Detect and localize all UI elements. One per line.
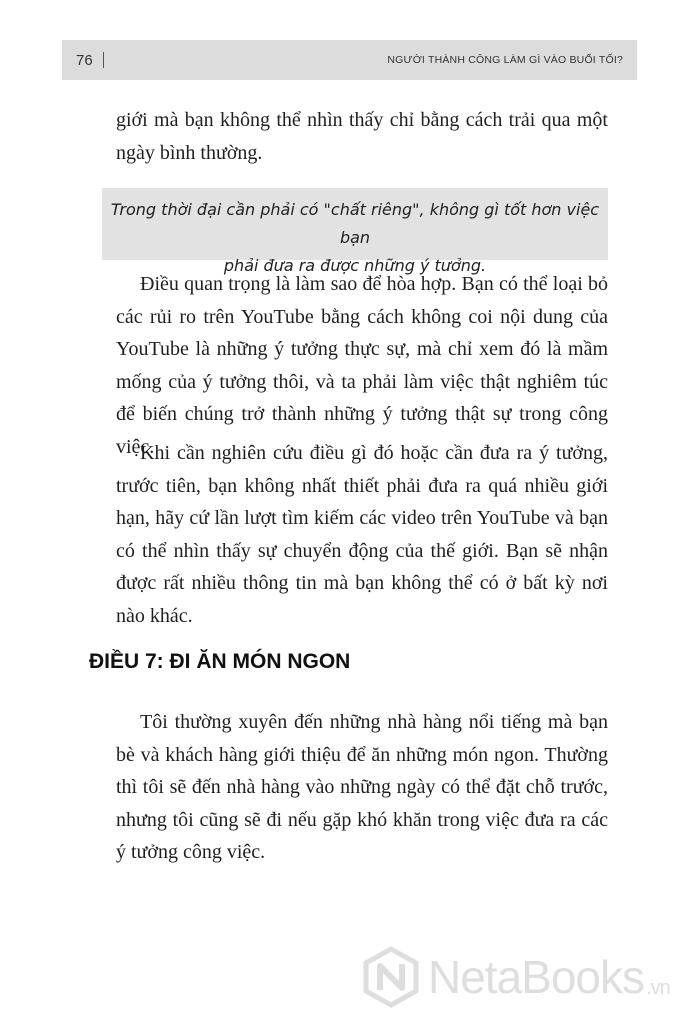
section-heading: ĐIỀU 7: ĐI ĂN MÓN NGON	[89, 650, 351, 673]
netabooks-logo-icon	[360, 946, 422, 1008]
paragraph-2: Điều quan trọng là làm sao để hòa hợp. Bạn có thể loại bỏ các rủi ro trên YouTube bằng cách không coi nội dung của YouTube là những ý tưởng thực sự, mà chỉ xem đó là mầm mống của ý tưởng thôi, và ta phải làm việc thật nghiêm túc để biến chúng trở thành những ý tưởng thật sự trong công việc.	[116, 273, 608, 458]
pull-quote-line-2: phải đưa ra được những ý tưởng.	[223, 256, 487, 275]
header-divider	[103, 52, 104, 68]
pull-quote	[102, 188, 608, 275]
pull-quote-line-1: Trong thời đại cần phải có "chất riêng", không gì tốt hơn việc bạn	[110, 200, 600, 247]
watermark-suffix: .vn	[646, 977, 670, 999]
running-header	[62, 40, 637, 80]
netabooks-watermark	[360, 942, 690, 1012]
paragraph-1: giới mà bạn không thể nhìn thấy chỉ bằng cách trải qua một ngày bình thường.	[116, 109, 608, 164]
paragraph-4: Tôi thường xuyên đến những nhà hàng nổi tiếng mà bạn bè và khách hàng giới thiệu để ăn những món ngon. Thường thì tôi sẽ đến nhà hàng vào những ngày có thể đặt chỗ trước, nhưng tôi cũng sẽ đi nếu gặp khó khăn trong việc đưa ra các ý tưởng công việc.	[116, 711, 608, 863]
paragraph-3: Khi cần nghiên cứu điều gì đó hoặc cần đưa ra ý tưởng, trước tiên, bạn không nhất thiết phải đưa ra quá nhiều giới hạn, hãy cứ lần lượt tìm kiếm các video trên YouTube và bạn có thể nhìn thấy sự chuyển động của thế giới. Bạn sẽ nhận được rất nhiều thông tin mà bạn không thể có ở bất kỳ nơi nào khác.	[116, 442, 608, 627]
page-number: 76	[76, 51, 93, 69]
running-title: NGƯỜI THÀNH CÔNG LÀM GÌ VÀO BUỔI TỐI?	[387, 54, 623, 66]
watermark-brand: NetaBooks	[428, 951, 645, 1003]
